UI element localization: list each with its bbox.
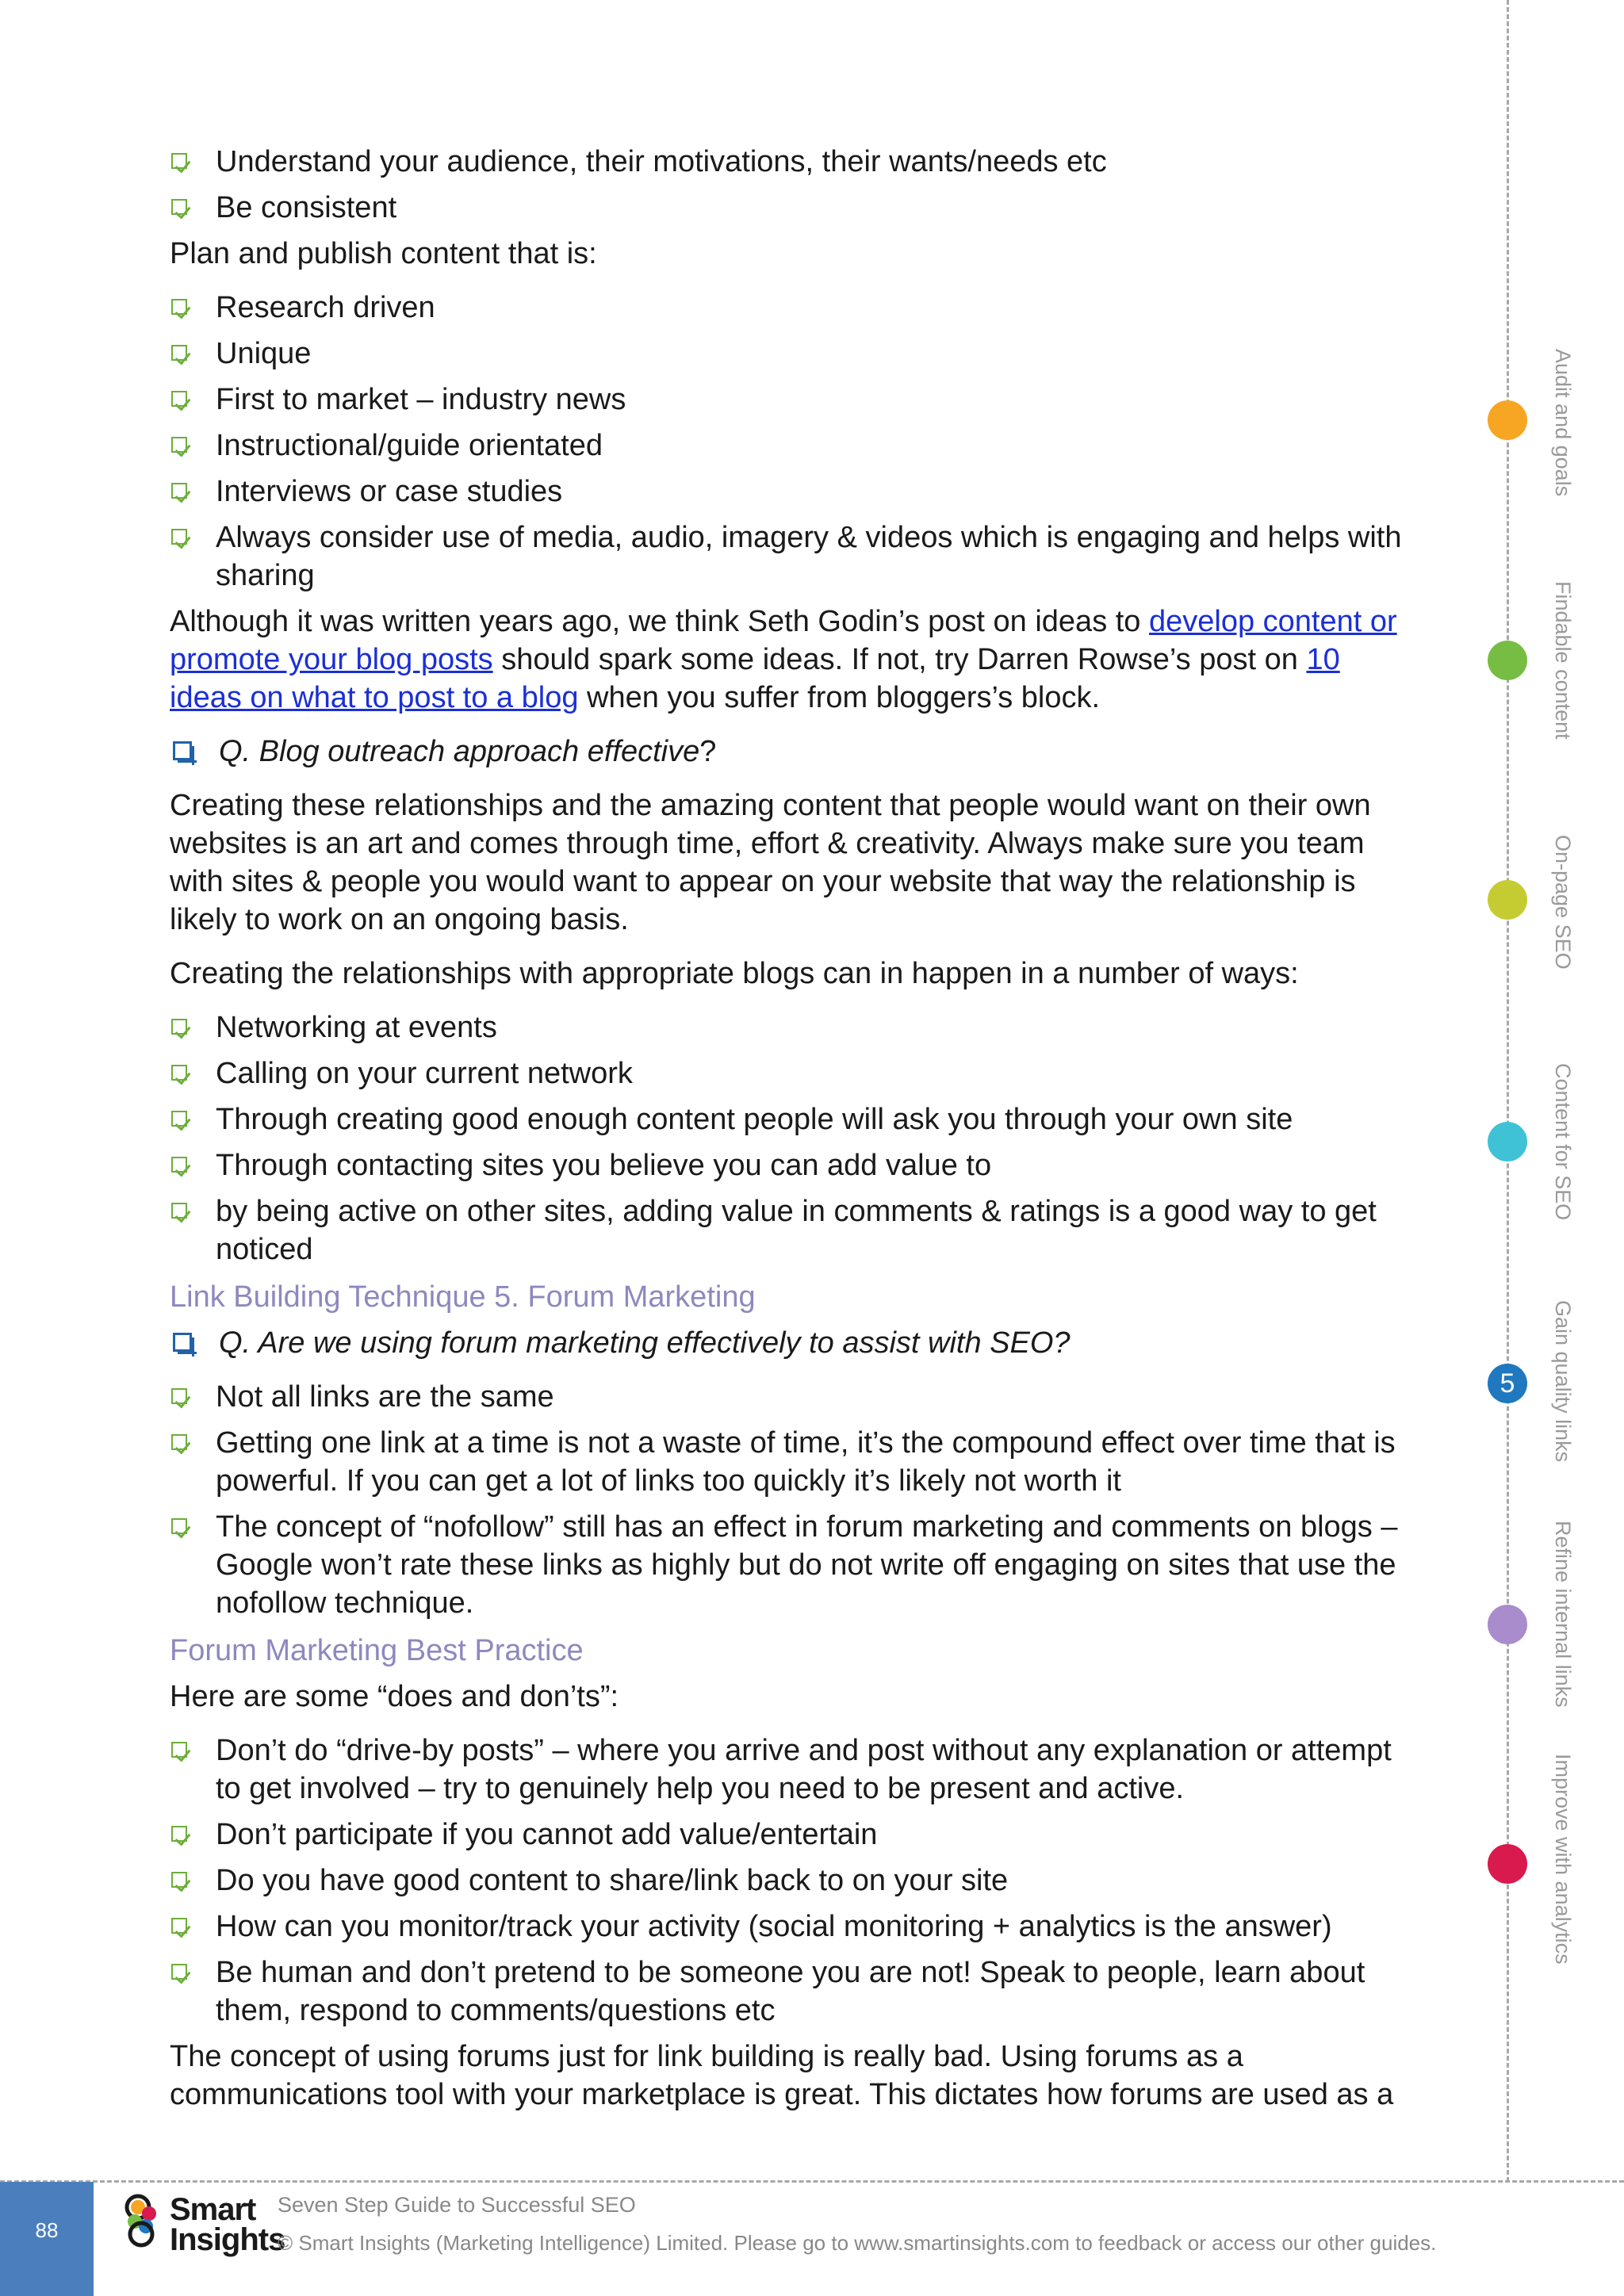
question-item (170, 1324, 1407, 1362)
checkbox-checked-icon (171, 1872, 187, 1888)
timeline-dot-content (1488, 1122, 1527, 1161)
question-text: Q. Blog outreach approach effective (219, 735, 700, 768)
item-text: Networking at events (216, 1011, 497, 1044)
checklist-item (170, 1146, 1407, 1184)
checklist-item (170, 381, 1407, 419)
timeline-dot-findable (1488, 641, 1527, 680)
item-text: Don’t do “drive-by posts” – where you arrive and post without any explanation or attempt to get involved – try to genuinely help you need to be present and active. (216, 1734, 1392, 1805)
item-text: First to market – industry news (216, 383, 626, 416)
checkbox-checked-icon (171, 1826, 187, 1842)
section-heading-best-practice: Forum Marketing Best Practice (170, 1634, 584, 1667)
checklist-item (170, 473, 1407, 511)
item-text: Understand your audience, their motivations, their wants/needs etc (216, 145, 1107, 178)
checklist-item (170, 289, 1407, 327)
checkbox-checked-icon (171, 1918, 187, 1934)
page-number: 88 (35, 2218, 59, 2242)
develop-content-link[interactable]: develop content or promote your blog posts (170, 605, 1397, 676)
checklist-item (170, 1732, 1407, 1808)
footer-guide-title: Seven Step Guide to Successful SEO (278, 2193, 636, 2217)
checklist-item (170, 1378, 1407, 1416)
checklist-item (170, 1816, 1407, 1854)
godin-paragraph (170, 603, 1407, 717)
ten-ideas-link[interactable]: 10 ideas on what to post to a blog (170, 643, 1340, 714)
item-text: Unique (216, 337, 312, 370)
item-text: Always consider use of media, audio, imagery & videos which is engaging and helps with sharing (216, 521, 1402, 592)
current-step-badge: 5 (1488, 1364, 1527, 1403)
footer-divider (0, 2180, 1624, 2183)
checklist-item (170, 1100, 1407, 1138)
timeline-dot-audit (1488, 400, 1527, 440)
checklist-item (170, 1954, 1407, 2030)
outreach-paragraph: Creating these relationships and the amazing content that people would want on their own websites is an art and comes through time, effort & creativity. Always make sure you team with sites & people you would want to appear on your website that way the relationship is likely to work on an ongoing basis. (170, 789, 1371, 936)
item-text: Research driven (216, 291, 435, 324)
item-text: Getting one link at a time is not a waste of time, it’s the compound effect over time that is powerful. If you can get a lot of links too quickly it’s likely not worth it (216, 1426, 1396, 1498)
paragraph-text: Although it was written years ago, we think Seth Godin’s post on ideas to (170, 605, 1149, 638)
item-text: Instructional/guide orientated (216, 429, 603, 462)
question-box-icon (173, 741, 192, 760)
checkbox-checked-icon (171, 1518, 187, 1534)
checkbox-checked-icon (171, 1157, 187, 1173)
question-item (170, 733, 1407, 771)
checklist-item (170, 519, 1407, 595)
timeline-dot-analytics (1488, 1844, 1527, 1884)
checkbox-checked-icon (171, 483, 187, 499)
checklist-item (170, 1908, 1407, 1946)
checklist-item (170, 335, 1407, 373)
checkbox-checked-icon (171, 391, 187, 407)
section-heading-forum-marketing: Link Building Technique 5. Forum Marketing (170, 1280, 756, 1314)
checkbox-checked-icon (171, 199, 187, 215)
item-text: Don’t participate if you cannot add value/entertain (216, 1818, 878, 1851)
page-body (170, 143, 1407, 2114)
item-text: Be consistent (216, 191, 397, 224)
item-text: Interviews or case studies (216, 475, 563, 508)
paragraph-text: when you suffer from bloggers’s block. (578, 681, 1101, 714)
item-text: Through contacting sites you believe you can add value to (216, 1149, 992, 1182)
checkbox-checked-icon (171, 1434, 187, 1450)
item-text: How can you monitor/track your activity (social monitoring + analytics is the answer) (216, 1910, 1332, 1943)
checklist-item (170, 1008, 1407, 1047)
plan-intro: Plan and publish content that is: (170, 237, 597, 270)
checklist-item (170, 1054, 1407, 1093)
checkbox-checked-icon (171, 299, 187, 315)
logo-wordmark: Smart Insights (170, 2192, 285, 2257)
item-text: by being active on other sites, adding value in comments & ratings is a good way to get noticed (216, 1195, 1377, 1266)
question-box-icon (173, 1333, 192, 1352)
checkbox-checked-icon (171, 437, 187, 453)
checklist-item (170, 143, 1407, 181)
timeline-dot-onpage (1488, 880, 1527, 920)
question-suffix: ? (699, 735, 717, 768)
checkbox-checked-icon (171, 1111, 187, 1127)
item-text: Calling on your current network (216, 1057, 633, 1090)
item-text: Be human and don’t pretend to be someone you are not! Speak to people, learn about them, respond to comments/questions etc (216, 1956, 1365, 2027)
checklist-item (170, 1192, 1407, 1269)
item-text: Through creating good enough content people will ask you through your own site (216, 1103, 1293, 1136)
checkbox-checked-icon (171, 153, 187, 169)
checklist-item (170, 427, 1407, 465)
checklist-item (170, 1508, 1407, 1622)
smart-insights-logo-icon (121, 2190, 171, 2256)
checkbox-checked-icon (171, 529, 187, 545)
does-intro: Here are some “does and don’ts”: (170, 1680, 619, 1713)
checkbox-checked-icon (171, 1742, 187, 1758)
checkbox-checked-icon (171, 1964, 187, 1980)
checkbox-checked-icon (171, 1019, 187, 1035)
timeline-dot-internal (1488, 1605, 1527, 1644)
item-text: The concept of “nofollow” still has an effect in forum marketing and comments on blogs – Google won’t rate these links as highly but do not write off engaging on sites that use the nofollow technique. (216, 1510, 1398, 1620)
checklist-item (170, 1862, 1407, 1900)
checkbox-checked-icon (171, 1065, 187, 1081)
checklist-item (170, 189, 1407, 227)
checklist-item (170, 1424, 1407, 1500)
checkbox-checked-icon (171, 1388, 187, 1404)
footer-copyright: © Smart Insights (Marketing Intelligence) Limited. Please go to www.smartinsights.com to feedback or access our other guides. (278, 2231, 1437, 2255)
item-text: Do you have good content to share/link back to on your site (216, 1864, 1009, 1897)
paragraph-text: should spark some ideas. If not, try Darren Rowse’s post on (492, 643, 1307, 676)
question-text: Q. Are we using forum marketing effectively to assist with SEO? (219, 1326, 1071, 1360)
ways-intro: Creating the relationships with appropriate blogs can in happen in a number of ways: (170, 957, 1299, 990)
checkbox-checked-icon (171, 1203, 187, 1219)
closing-paragraph: The concept of using forums just for link building is really bad. Using forums as a communications tool with your marketplace is great. This dictates how forums are used as a (170, 2040, 1394, 2111)
item-text: Not all links are the same (216, 1380, 554, 1414)
checkbox-checked-icon (171, 345, 187, 361)
